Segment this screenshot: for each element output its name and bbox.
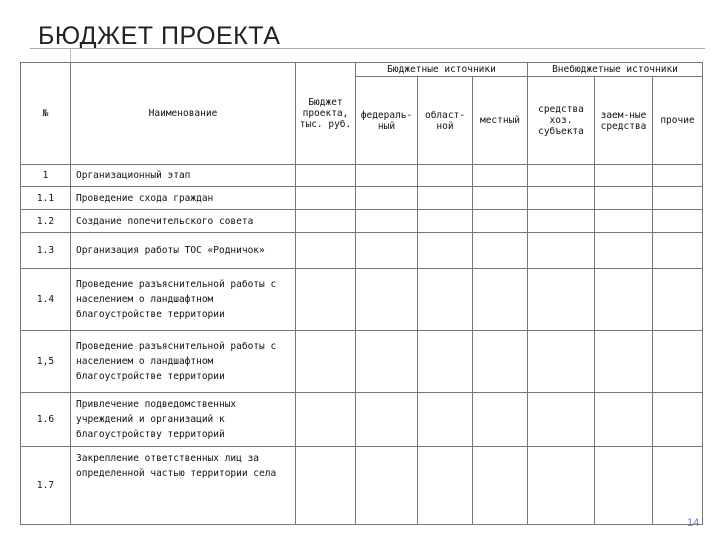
row-num: 1,5 xyxy=(21,331,71,393)
row-num: 1 xyxy=(21,165,71,187)
table-row xyxy=(21,331,703,393)
row-num: 1.1 xyxy=(21,187,71,210)
row-name: Привлечение подведомственных учреждений и организаций к благоустройству территорий xyxy=(71,393,296,447)
header-budget: Бюджет проекта, тыс. руб. xyxy=(296,63,356,165)
row-name: Проведение схода граждан xyxy=(71,187,296,210)
header-local: местный xyxy=(473,77,528,165)
row-name: Проведение разъяснительной работы с населением о ландшафтном благоустройстве территории xyxy=(71,331,296,393)
slide-title: БЮДЖЕТ ПРОЕКТА xyxy=(38,22,281,50)
table-header xyxy=(21,63,703,165)
table-row xyxy=(21,269,703,331)
row-num: 1.2 xyxy=(21,210,71,233)
table-row xyxy=(21,447,703,525)
header-federal: федераль-ный xyxy=(356,77,418,165)
row-name: Организационный этап xyxy=(71,165,296,187)
header-entity-funds: средства хоз. субъекта xyxy=(528,77,595,165)
header-num: № xyxy=(21,63,71,165)
title-divider xyxy=(30,48,705,49)
table-row xyxy=(21,210,703,233)
budget-table xyxy=(20,62,703,525)
table-row xyxy=(21,393,703,447)
row-num: 1.7 xyxy=(21,447,71,525)
row-name: Проведение разъяснительной работы с населением о ландшафтном благоустройстве территории xyxy=(71,269,296,331)
row-name: Закрепление ответственных лиц за определенной частью территории села xyxy=(71,447,296,525)
row-num: 1.3 xyxy=(21,233,71,269)
table-row xyxy=(21,187,703,210)
header-borrowed: заем-ные средства xyxy=(595,77,653,165)
table-body xyxy=(21,165,703,525)
row-name: Создание попечительского совета xyxy=(71,210,296,233)
page-number: 14 xyxy=(687,517,700,529)
header-other: прочие xyxy=(653,77,703,165)
row-num: 1.4 xyxy=(21,269,71,331)
row-name: Организация работы ТОС «Родничок» xyxy=(71,233,296,269)
header-offbudget-sources: Внебюджетные источники xyxy=(528,63,703,77)
header-budget-sources: Бюджетные источники xyxy=(356,63,528,77)
table-row xyxy=(21,233,703,269)
header-regional: област-ной xyxy=(418,77,473,165)
title-divider-tick xyxy=(70,48,71,62)
row-num: 1.6 xyxy=(21,393,71,447)
table-row xyxy=(21,165,703,187)
header-name: Наименование xyxy=(71,63,296,165)
